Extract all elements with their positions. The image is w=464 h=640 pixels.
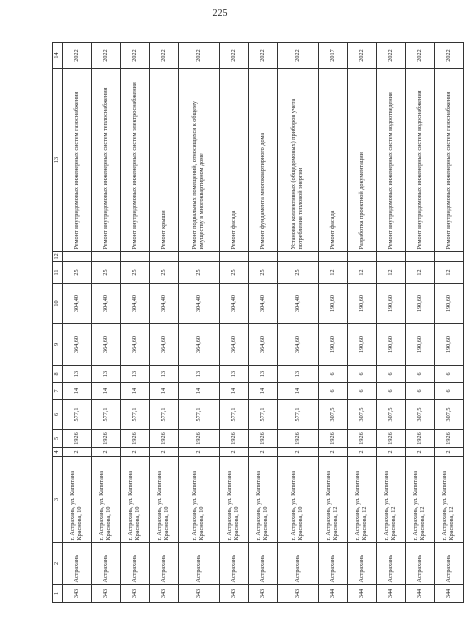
- col10-cell: 304,40: [179, 284, 220, 324]
- col10-cell: 304,40: [92, 284, 121, 324]
- col10-cell: 304,40: [63, 284, 92, 324]
- year-cell: 1926: [63, 430, 92, 448]
- table-row: [319, 43, 348, 603]
- col11-cell: 25: [92, 262, 121, 284]
- row-id: 343: [63, 585, 92, 603]
- col7-cell: 6: [348, 383, 377, 400]
- row-id: 344: [319, 585, 348, 603]
- row-id: 344: [348, 585, 377, 603]
- area-cell: 577,1: [220, 400, 249, 430]
- column-number-8: 8: [53, 366, 63, 383]
- column-number-9: 9: [53, 324, 63, 366]
- area-cell: 577,1: [92, 400, 121, 430]
- plan-year-cell: 2022: [92, 43, 121, 69]
- col11-cell: 25: [179, 262, 220, 284]
- column-number-4: 4: [53, 448, 63, 457]
- address-cell: г. Астрахань, ул. Капитана Краснова, 10: [220, 457, 249, 543]
- col11-cell: 25: [63, 262, 92, 284]
- area-cell: 307,5: [319, 400, 348, 430]
- col8-cell: 13: [249, 366, 278, 383]
- table-row: [278, 43, 319, 603]
- col10-cell: 190,60: [348, 284, 377, 324]
- area-cell: 577,1: [121, 400, 150, 430]
- col12-cell: [348, 252, 377, 262]
- row-id: 344: [377, 585, 406, 603]
- year-cell: 1926: [92, 430, 121, 448]
- work-type-cell: Ремонт внутридомовых инженерных систем теплоснабжения: [92, 69, 121, 252]
- address-cell: г. Астрахань, ул. Капитана Краснова, 10: [63, 457, 92, 543]
- rotated-table-wrapper: [52, 43, 455, 603]
- row-id: 343: [220, 585, 249, 603]
- col9-cell: 364,60: [179, 324, 220, 366]
- work-type-cell: Ремонт внутридомовых инженерных систем водоснабжения: [406, 69, 435, 252]
- col7-cell: 6: [435, 383, 464, 400]
- col7-cell: 14: [63, 383, 92, 400]
- city-cell: Астрахань: [249, 543, 278, 585]
- col7-cell: 6: [319, 383, 348, 400]
- area-cell: 307,5: [435, 400, 464, 430]
- col8-cell: 6: [348, 366, 377, 383]
- year-cell: 1926: [121, 430, 150, 448]
- col10-cell: 190,60: [435, 284, 464, 324]
- floors-cell: 2: [179, 448, 220, 457]
- city-cell: Астрахань: [179, 543, 220, 585]
- floors-cell: 2: [348, 448, 377, 457]
- col12-cell: [377, 252, 406, 262]
- column-number-11: 11: [53, 262, 63, 284]
- plan-year-cell: 2022: [377, 43, 406, 69]
- address-cell: г. Астрахань, ул. Капитана Краснова, 10: [92, 457, 121, 543]
- column-number-row: [53, 43, 63, 603]
- year-cell: 1926: [249, 430, 278, 448]
- col11-cell: 25: [121, 262, 150, 284]
- col12-cell: [63, 252, 92, 262]
- area-cell: 307,5: [348, 400, 377, 430]
- table-row: [150, 43, 179, 603]
- table-row: [92, 43, 121, 603]
- address-cell: г. Астрахань, ул. Капитана Краснова, 12: [406, 457, 435, 543]
- col8-cell: 6: [406, 366, 435, 383]
- plan-year-cell: 2022: [348, 43, 377, 69]
- col11-cell: 12: [435, 262, 464, 284]
- page-number: 225: [212, 8, 228, 19]
- col9-cell: 364,60: [121, 324, 150, 366]
- col11-cell: 12: [319, 262, 348, 284]
- table-row: [179, 43, 220, 603]
- row-id: 343: [121, 585, 150, 603]
- col8-cell: 13: [220, 366, 249, 383]
- city-cell: Астрахань: [220, 543, 249, 585]
- col7-cell: 14: [220, 383, 249, 400]
- table-row: [63, 43, 92, 603]
- col9-cell: 190,60: [319, 324, 348, 366]
- col11-cell: 25: [220, 262, 249, 284]
- col12-cell: [319, 252, 348, 262]
- row-id: 343: [179, 585, 220, 603]
- column-number-5: 5: [53, 430, 63, 448]
- col11-cell: 25: [249, 262, 278, 284]
- floors-cell: 2: [406, 448, 435, 457]
- floors-cell: 2: [92, 448, 121, 457]
- col10-cell: 190,60: [377, 284, 406, 324]
- plan-year-cell: 2022: [121, 43, 150, 69]
- column-number-1: 1: [53, 585, 63, 603]
- row-id: 343: [249, 585, 278, 603]
- col9-cell: 364,60: [249, 324, 278, 366]
- plan-year-cell: 2022: [249, 43, 278, 69]
- year-cell: 1926: [377, 430, 406, 448]
- plan-year-cell: 2022: [63, 43, 92, 69]
- col8-cell: 13: [121, 366, 150, 383]
- col7-cell: 14: [249, 383, 278, 400]
- city-cell: Астрахань: [435, 543, 464, 585]
- col11-cell: 12: [406, 262, 435, 284]
- col9-cell: 364,60: [150, 324, 179, 366]
- column-number-14: 14: [53, 43, 63, 69]
- city-cell: Астрахань: [278, 543, 319, 585]
- column-number-3: 3: [53, 457, 63, 543]
- floors-cell: 2: [435, 448, 464, 457]
- area-cell: 577,1: [150, 400, 179, 430]
- col9-cell: 364,60: [278, 324, 319, 366]
- col12-cell: [278, 252, 319, 262]
- column-number-13: 13: [53, 69, 63, 252]
- column-number-12: 12: [53, 252, 63, 262]
- work-type-cell: Ремонт крыши: [150, 69, 179, 252]
- plan-year-cell: 2022: [179, 43, 220, 69]
- col8-cell: 13: [150, 366, 179, 383]
- floors-cell: 2: [150, 448, 179, 457]
- col12-cell: [220, 252, 249, 262]
- year-cell: 1926: [179, 430, 220, 448]
- city-cell: Астрахань: [377, 543, 406, 585]
- work-type-cell: Ремонт внутридомовых инженерных систем газоснабжения: [435, 69, 464, 252]
- row-id: 343: [278, 585, 319, 603]
- col10-cell: 304,40: [121, 284, 150, 324]
- col12-cell: [249, 252, 278, 262]
- col7-cell: 14: [150, 383, 179, 400]
- col9-cell: 190,60: [406, 324, 435, 366]
- year-cell: 1926: [406, 430, 435, 448]
- table-body: [63, 43, 464, 603]
- city-cell: Астрахань: [121, 543, 150, 585]
- col8-cell: 13: [63, 366, 92, 383]
- work-type-cell: Ремонт фундамента многоквартирного дома: [249, 69, 278, 252]
- work-type-cell: Ремонт внутридомовых инженерных систем электроснабжения: [121, 69, 150, 252]
- col8-cell: 6: [319, 366, 348, 383]
- column-number-6: 6: [53, 400, 63, 430]
- col10-cell: 304,40: [220, 284, 249, 324]
- col7-cell: 14: [121, 383, 150, 400]
- row-id: 344: [406, 585, 435, 603]
- city-cell: Астрахань: [92, 543, 121, 585]
- col9-cell: 364,60: [63, 324, 92, 366]
- year-cell: 1926: [278, 430, 319, 448]
- plan-year-cell: 2022: [406, 43, 435, 69]
- city-cell: Астрахань: [406, 543, 435, 585]
- year-cell: 1926: [150, 430, 179, 448]
- work-type-cell: Ремонт фасада: [220, 69, 249, 252]
- col10-cell: 304,40: [150, 284, 179, 324]
- col7-cell: 14: [92, 383, 121, 400]
- row-id: 343: [92, 585, 121, 603]
- area-cell: 577,1: [63, 400, 92, 430]
- col9-cell: 190,60: [348, 324, 377, 366]
- area-cell: 307,5: [377, 400, 406, 430]
- col9-cell: 190,60: [377, 324, 406, 366]
- table-row: [377, 43, 406, 603]
- address-cell: г. Астрахань, ул. Капитана Краснова, 12: [348, 457, 377, 543]
- year-cell: 1926: [435, 430, 464, 448]
- column-number-10: 10: [53, 284, 63, 324]
- col9-cell: 190,60: [435, 324, 464, 366]
- address-cell: г. Астрахань, ул. Капитана Краснова, 12: [435, 457, 464, 543]
- col12-cell: [150, 252, 179, 262]
- city-cell: Астрахань: [63, 543, 92, 585]
- col12-cell: [435, 252, 464, 262]
- floors-cell: 2: [319, 448, 348, 457]
- area-cell: 577,1: [249, 400, 278, 430]
- area-cell: 577,1: [278, 400, 319, 430]
- col8-cell: 6: [435, 366, 464, 383]
- col12-cell: [406, 252, 435, 262]
- col7-cell: 6: [377, 383, 406, 400]
- address-cell: г. Астрахань, ул. Капитана Краснова, 10: [249, 457, 278, 543]
- col11-cell: 12: [377, 262, 406, 284]
- table-row: [220, 43, 249, 603]
- col8-cell: 13: [278, 366, 319, 383]
- repair-schedule-table: [52, 42, 464, 603]
- plan-year-cell: 2022: [220, 43, 249, 69]
- table-row: [406, 43, 435, 603]
- column-number-2: 2: [53, 543, 63, 585]
- work-type-cell: Ремонт фасада: [319, 69, 348, 252]
- address-cell: г. Астрахань, ул. Капитана Краснова, 10: [179, 457, 220, 543]
- address-cell: г. Астрахань, ул. Капитана Краснова, 12: [377, 457, 406, 543]
- work-type-cell: Ремонт подвальных помещений, относящихся к общему имуществу в многоквартирном доме: [179, 69, 220, 252]
- table-row: [121, 43, 150, 603]
- area-cell: 577,1: [179, 400, 220, 430]
- city-cell: Астрахань: [348, 543, 377, 585]
- table-row: [435, 43, 464, 603]
- col8-cell: 13: [179, 366, 220, 383]
- city-cell: Астрахань: [319, 543, 348, 585]
- city-cell: Астрахань: [150, 543, 179, 585]
- address-cell: г. Астрахань, ул. Капитана Краснова, 10: [121, 457, 150, 543]
- address-cell: г. Астрахань, ул. Капитана Краснова, 10: [150, 457, 179, 543]
- col10-cell: 190,60: [319, 284, 348, 324]
- col11-cell: 12: [348, 262, 377, 284]
- plan-year-cell: 2017: [319, 43, 348, 69]
- col10-cell: 190,60: [406, 284, 435, 324]
- col11-cell: 25: [278, 262, 319, 284]
- col11-cell: 25: [150, 262, 179, 284]
- floors-cell: 2: [278, 448, 319, 457]
- plan-year-cell: 2022: [150, 43, 179, 69]
- col10-cell: 304,40: [249, 284, 278, 324]
- col12-cell: [121, 252, 150, 262]
- row-id: 344: [435, 585, 464, 603]
- floors-cell: 2: [249, 448, 278, 457]
- col10-cell: 304,40: [278, 284, 319, 324]
- area-cell: 307,5: [406, 400, 435, 430]
- col9-cell: 364,60: [220, 324, 249, 366]
- row-id: 343: [150, 585, 179, 603]
- floors-cell: 2: [63, 448, 92, 457]
- col7-cell: 6: [406, 383, 435, 400]
- address-cell: г. Астрахань, ул. Капитана Краснова, 10: [278, 457, 319, 543]
- col8-cell: 6: [377, 366, 406, 383]
- year-cell: 1926: [220, 430, 249, 448]
- plan-year-cell: 2022: [278, 43, 319, 69]
- work-type-cell: Ремонт внутридомовых инженерных систем газоснабжения: [63, 69, 92, 252]
- col12-cell: [92, 252, 121, 262]
- work-type-cell: Разработка проектной документации: [348, 69, 377, 252]
- col7-cell: 14: [179, 383, 220, 400]
- work-type-cell: Ремонт внутридомовых инженерных систем водоотведения: [377, 69, 406, 252]
- year-cell: 1926: [348, 430, 377, 448]
- table-row: [249, 43, 278, 603]
- col8-cell: 13: [92, 366, 121, 383]
- plan-year-cell: 2022: [435, 43, 464, 69]
- floors-cell: 2: [220, 448, 249, 457]
- col12-cell: [179, 252, 220, 262]
- floors-cell: 2: [377, 448, 406, 457]
- column-number-7: 7: [53, 383, 63, 400]
- work-type-cell: Установка коллективных (общедомовых) приборов учета потребления тепловой энергии: [278, 69, 319, 252]
- year-cell: 1926: [319, 430, 348, 448]
- address-cell: г. Астрахань, ул. Капитана Краснова, 12: [319, 457, 348, 543]
- col9-cell: 364,60: [92, 324, 121, 366]
- col7-cell: 14: [278, 383, 319, 400]
- floors-cell: 2: [121, 448, 150, 457]
- table-row: [348, 43, 377, 603]
